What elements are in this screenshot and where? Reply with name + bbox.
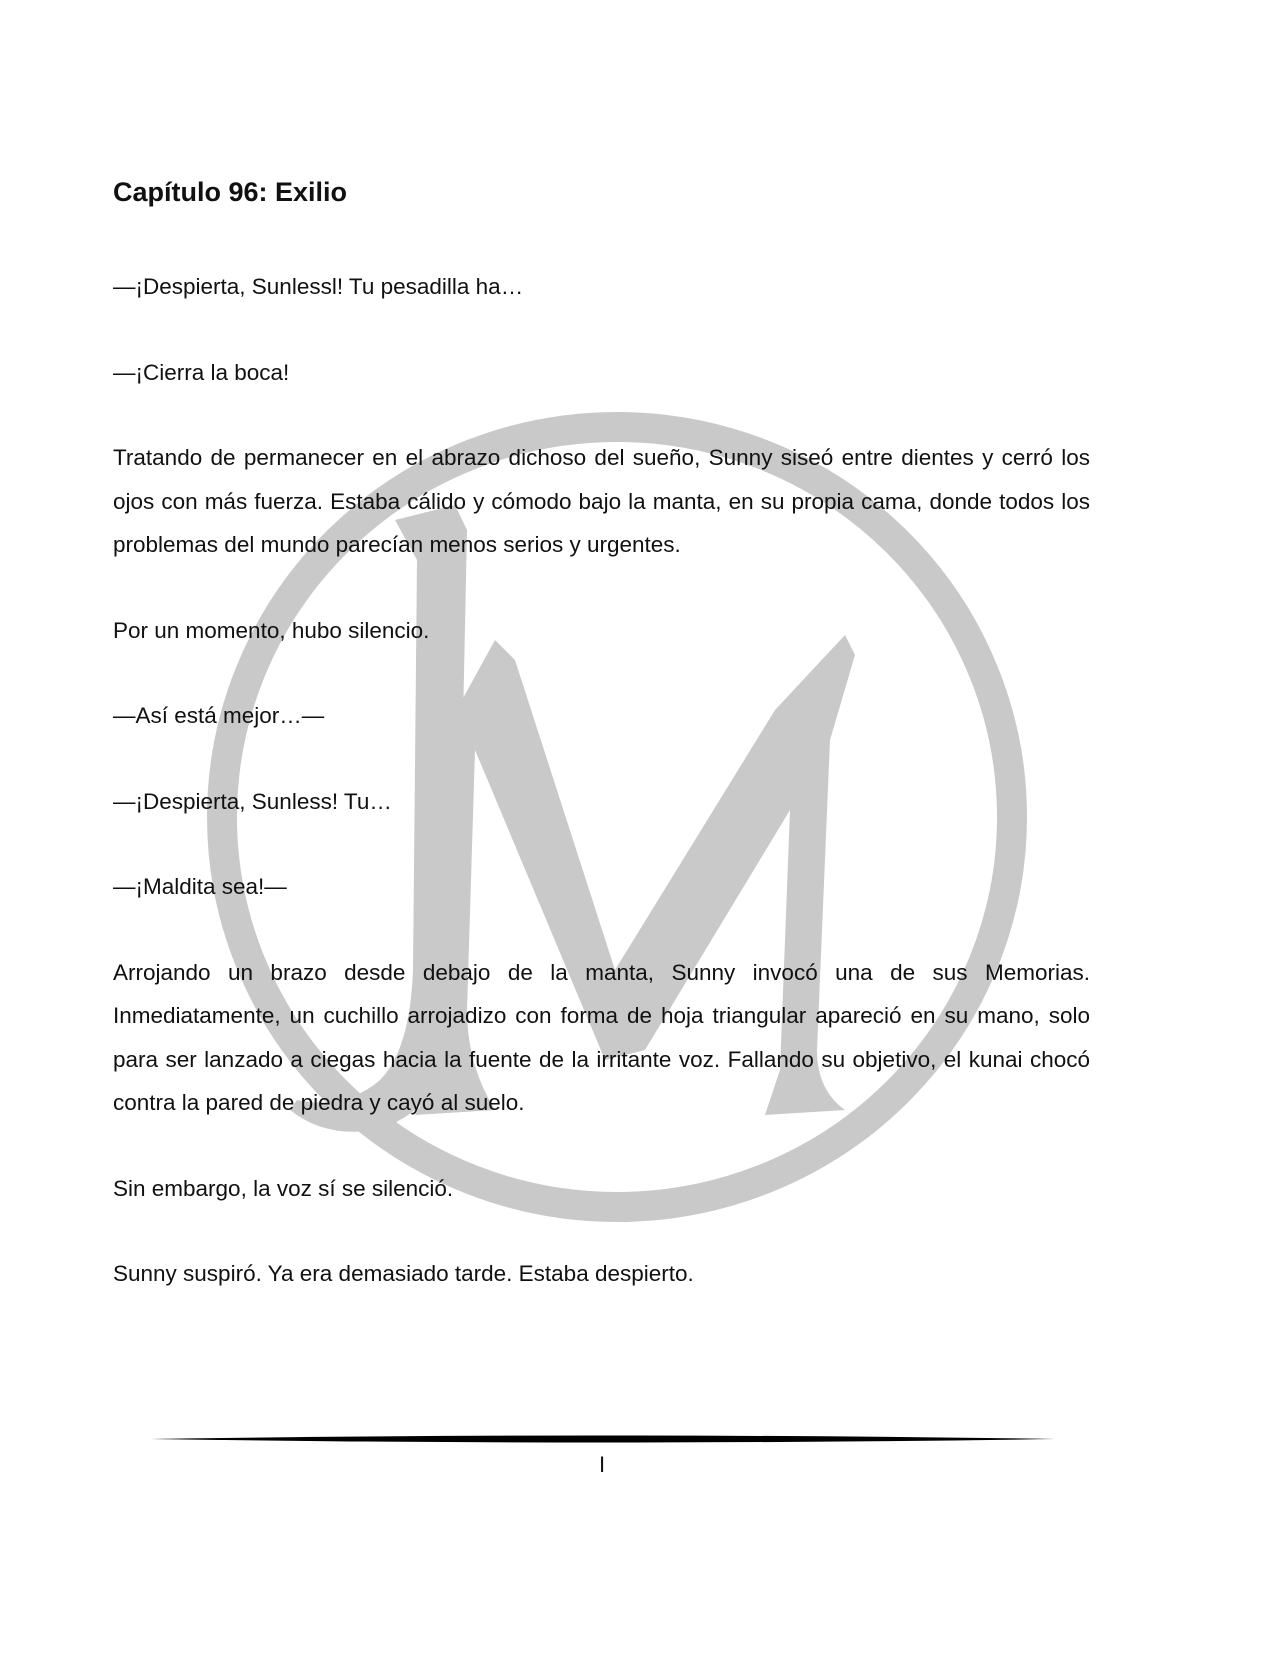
page-number: I xyxy=(598,1452,606,1477)
footer-divider xyxy=(150,1433,1055,1445)
paragraph: Sin embargo, la voz sí se silenció. xyxy=(113,1175,454,1201)
paragraph: Sunny suspiró. Ya era demasiado tarde. Estaba despierto. xyxy=(113,1261,694,1286)
paragraph: Por un momento, hubo silencio. xyxy=(113,617,430,643)
paragraph: Arrojando un brazo desde debajo de la manta, Sunny invocó una de sus Memorias. Inmediatamente, un cuchillo arrojadizo con forma de hoja triangular apareció en su mano, solo para ser lanzado a ciegas hacia la fuente de la irritante voz. Fallando su objetivo, el kunai chocó contra la pared de piedra y cayó al suelo. xyxy=(113,959,1090,1115)
paragraph: —¡Maldita sea!— xyxy=(113,874,287,899)
paragraph: Tratando de permanecer en el abrazo dichoso del sueño, Sunny siseó entre dientes y cerró los ojos con más fuerza. Estaba cálido y cómodo bajo la manta, en su propia cama, donde todos los problemas del mundo parecían menos serios y urgentes. xyxy=(113,445,1090,557)
paragraph: —Así está mejor…— xyxy=(113,703,325,728)
paragraph: —¡Despierta, Sunlessl! Tu pesadilla ha… xyxy=(113,274,524,299)
document-body xyxy=(113,175,1090,1338)
paragraph: —¡Cierra la boca! xyxy=(113,359,290,385)
paragraph: —¡Despierta, Sunless! Tu… xyxy=(113,788,392,814)
chapter-title: Capítulo 96: Exilio xyxy=(113,177,348,207)
